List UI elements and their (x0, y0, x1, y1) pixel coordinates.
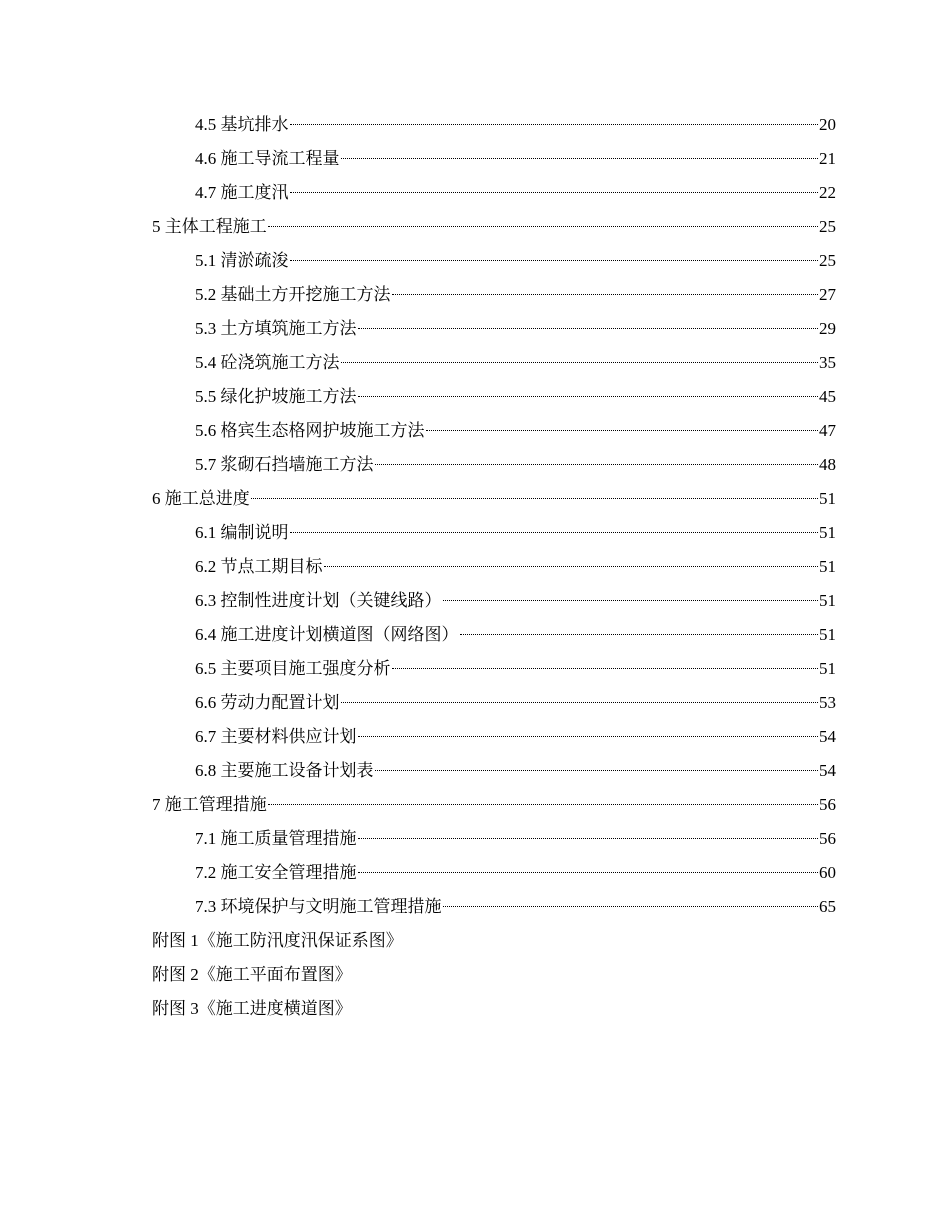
toc-entry[interactable] (152, 890, 836, 924)
toc-page-number: 25 (819, 217, 836, 236)
toc-entry[interactable] (152, 720, 836, 754)
appendix-figure-item[interactable] (152, 992, 836, 1026)
toc-entry[interactable] (152, 516, 836, 550)
toc-entry-label: 6.5 主要项目施工强度分析 (195, 659, 391, 678)
toc-leader-dots (443, 905, 819, 907)
toc-entry-label: 6.1 编制说明 (195, 523, 289, 542)
toc-entry[interactable] (152, 312, 836, 346)
toc-page-number: 20 (819, 115, 836, 134)
toc-entry[interactable] (152, 856, 836, 890)
toc-page-number: 25 (819, 251, 836, 270)
toc-entry[interactable] (152, 788, 836, 822)
toc-leader-dots (358, 735, 819, 737)
toc-page-number: 65 (819, 897, 836, 916)
table-of-contents (152, 108, 836, 1026)
toc-entry[interactable] (152, 244, 836, 278)
toc-page-number: 56 (819, 795, 836, 814)
toc-leader-dots (358, 871, 819, 873)
toc-page-number: 53 (819, 693, 836, 712)
toc-entry-label: 7.2 施工安全管理措施 (195, 863, 357, 882)
toc-entry-label: 7.3 环境保护与文明施工管理措施 (195, 897, 442, 916)
toc-leader-dots (358, 837, 819, 839)
toc-entry[interactable] (152, 584, 836, 618)
appendix-figure-label: 附图 2《施工平面布置图》 (152, 965, 352, 984)
toc-leader-dots (324, 565, 819, 567)
toc-leader-dots (443, 599, 819, 601)
toc-page-number: 51 (819, 557, 836, 576)
toc-entry[interactable] (152, 482, 836, 516)
toc-entry-label: 5.2 基础土方开挖施工方法 (195, 285, 391, 304)
toc-leader-dots (268, 225, 818, 227)
toc-page-number: 48 (819, 455, 836, 474)
toc-leader-dots (375, 463, 819, 465)
toc-entry[interactable] (152, 176, 836, 210)
toc-entry[interactable] (152, 414, 836, 448)
toc-entry[interactable] (152, 448, 836, 482)
toc-entry-label: 6.3 控制性进度计划（关键线路） (195, 591, 442, 610)
toc-page-number: 51 (819, 625, 836, 644)
toc-entry-label: 7 施工管理措施 (152, 795, 267, 814)
appendix-figure-item[interactable] (152, 958, 836, 992)
toc-entry-label: 4.7 施工度汛 (195, 183, 289, 202)
toc-entry-label: 5.5 绿化护坡施工方法 (195, 387, 357, 406)
toc-leader-dots (375, 769, 819, 771)
toc-leader-dots (268, 803, 818, 805)
toc-leader-dots (251, 497, 818, 499)
toc-entry-label: 6.2 节点工期目标 (195, 557, 323, 576)
toc-entry[interactable] (152, 754, 836, 788)
toc-leader-dots (392, 293, 819, 295)
toc-page-number: 27 (819, 285, 836, 304)
toc-leader-dots (341, 701, 819, 703)
toc-leader-dots (290, 123, 819, 125)
appendix-figure-item[interactable] (152, 924, 836, 958)
toc-page-number: 45 (819, 387, 836, 406)
toc-entry-label: 6.8 主要施工设备计划表 (195, 761, 374, 780)
toc-page-number: 22 (819, 183, 836, 202)
toc-entry[interactable] (152, 108, 836, 142)
toc-page-number: 29 (819, 319, 836, 338)
toc-page-number: 35 (819, 353, 836, 372)
toc-entry-label: 5.4 砼浇筑施工方法 (195, 353, 340, 372)
toc-leader-dots (341, 361, 819, 363)
toc-page-number: 54 (819, 761, 836, 780)
toc-leader-dots (460, 633, 819, 635)
toc-entry[interactable] (152, 686, 836, 720)
toc-entry[interactable] (152, 380, 836, 414)
toc-leader-dots (392, 667, 819, 669)
toc-entry-label: 5.1 清淤疏浚 (195, 251, 289, 270)
toc-entry-label: 6.4 施工进度计划横道图（网络图） (195, 625, 459, 644)
toc-page-number: 60 (819, 863, 836, 882)
toc-entry[interactable] (152, 142, 836, 176)
toc-entry-label: 5.3 土方填筑施工方法 (195, 319, 357, 338)
toc-leader-dots (341, 157, 819, 159)
toc-page-number: 56 (819, 829, 836, 848)
toc-leader-dots (290, 259, 819, 261)
toc-entry-label: 4.6 施工导流工程量 (195, 149, 340, 168)
toc-entry[interactable] (152, 210, 836, 244)
toc-entry[interactable] (152, 652, 836, 686)
toc-entry[interactable] (152, 618, 836, 652)
toc-page-number: 51 (819, 659, 836, 678)
toc-entry-label: 7.1 施工质量管理措施 (195, 829, 357, 848)
toc-entry-label: 6 施工总进度 (152, 489, 250, 508)
toc-entry[interactable] (152, 822, 836, 856)
toc-page-number: 54 (819, 727, 836, 746)
toc-entry-label: 5.7 浆砌石挡墙施工方法 (195, 455, 374, 474)
toc-leader-dots (358, 327, 819, 329)
toc-entry[interactable] (152, 550, 836, 584)
toc-page-number: 47 (819, 421, 836, 440)
toc-page-number: 51 (819, 489, 836, 508)
toc-leader-dots (290, 191, 819, 193)
toc-entry-label: 5.6 格宾生态格网护坡施工方法 (195, 421, 425, 440)
toc-entry-label: 6.6 劳动力配置计划 (195, 693, 340, 712)
toc-entry[interactable] (152, 278, 836, 312)
toc-entry-label: 4.5 基坑排水 (195, 115, 289, 134)
toc-leader-dots (426, 429, 819, 431)
appendix-figure-label: 附图 1《施工防汛度汛保证系图》 (152, 931, 403, 950)
toc-leader-dots (358, 395, 819, 397)
toc-entry-label: 6.7 主要材料供应计划 (195, 727, 357, 746)
toc-page-number: 51 (819, 523, 836, 542)
appendix-figure-label: 附图 3《施工进度横道图》 (152, 999, 352, 1018)
toc-entry-label: 5 主体工程施工 (152, 217, 267, 236)
toc-page-number: 21 (819, 149, 836, 168)
toc-leader-dots (290, 531, 819, 533)
toc-entry[interactable] (152, 346, 836, 380)
toc-page-number: 51 (819, 591, 836, 610)
